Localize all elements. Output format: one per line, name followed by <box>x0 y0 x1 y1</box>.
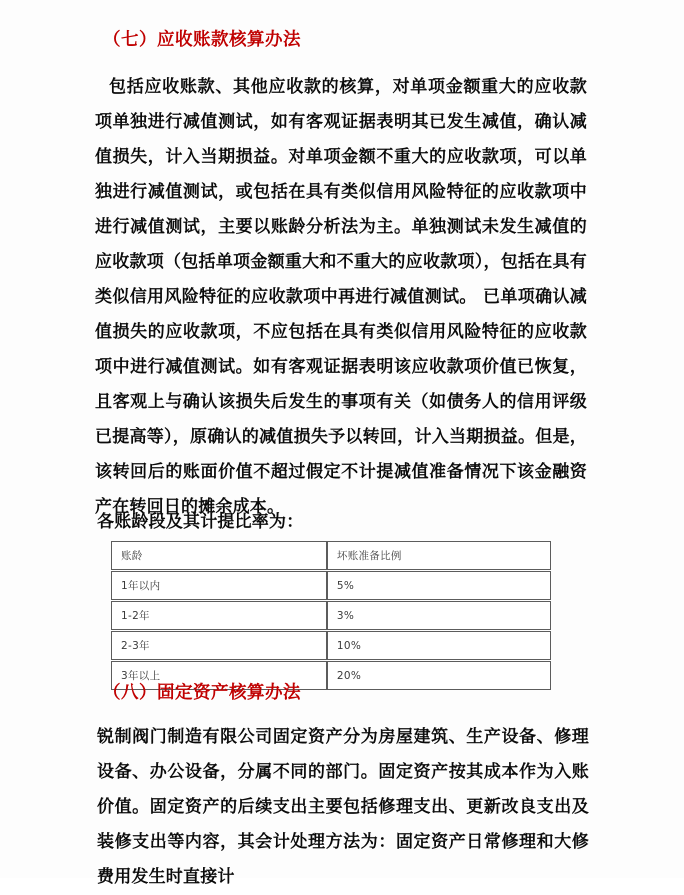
table-row <box>111 601 551 630</box>
cell-age: 3年以上 <box>111 661 327 690</box>
cell-rate: 10% <box>327 631 551 660</box>
aging-provision-table <box>111 540 551 691</box>
cell-rate: 20% <box>327 661 551 690</box>
paragraph-aging-table-intro: 各账龄段及其计提比率为： <box>97 512 304 532</box>
aging-table-body <box>111 541 551 690</box>
section-heading-fixed-assets: （八）固定资产核算办法 <box>103 683 301 703</box>
cell-age: 1年以内 <box>111 571 327 600</box>
table-row <box>111 631 551 660</box>
cell-age: 1-2年 <box>111 601 327 630</box>
cell-rate: 5% <box>327 571 551 600</box>
table-header-row <box>111 541 551 570</box>
column-header-rate: 坏账准备比例 <box>327 541 551 570</box>
cell-rate: 3% <box>327 601 551 630</box>
section-heading-receivables: （七）应收账款核算办法 <box>103 30 301 50</box>
paragraph-receivables-accounting: 包括应收账款、其他应收款的核算，对单项金额重大的应收款项单独进行减值测试，如有客观证据表明其已发生减值，确认减值损失，计入当期损益。对单项金额不重大的应收款项，可以单独进行减值测试，或包括在具有类似信用风险特征的应收款项中进行减值测试，主要以账龄分析法为主。单独测试未发生减值的应收款项（包括单项金额重大和不重大的应收款项），包括在具有类似信用风险特征的应收款项中再进行减值测试。 已单项确认减值损失的应收款项，不应包括在具有类似信用风险特征的应收款项中进行减值测试。如有客观证据表明该应收款项价值已恢复，且客观上与确认该损失后发生的事项有关（如债务人的信用评级已提高等），原确认的减值损失予以转回，计入当期损益。但是，该转回后的账面价值不超过假定不计提减值准备情况下该金融资产在转回日的摊余成本。 <box>95 77 587 517</box>
table-row <box>111 571 551 600</box>
paragraph-fixed-assets-accounting: 锐制阀门制造有限公司固定资产分为房屋建筑、生产设备、修理设备、办公设备，分属不同的部门。固定资产按其成本作为入账价值。固定资产的后续支出主要包括修理支出、更新改良支出及装修支出等内容，其会计处理方法为：固定资产日常修理和大修费用发生时直接计 <box>97 727 589 887</box>
cell-age: 2-3年 <box>111 631 327 660</box>
column-header-age: 账龄 <box>111 541 327 570</box>
